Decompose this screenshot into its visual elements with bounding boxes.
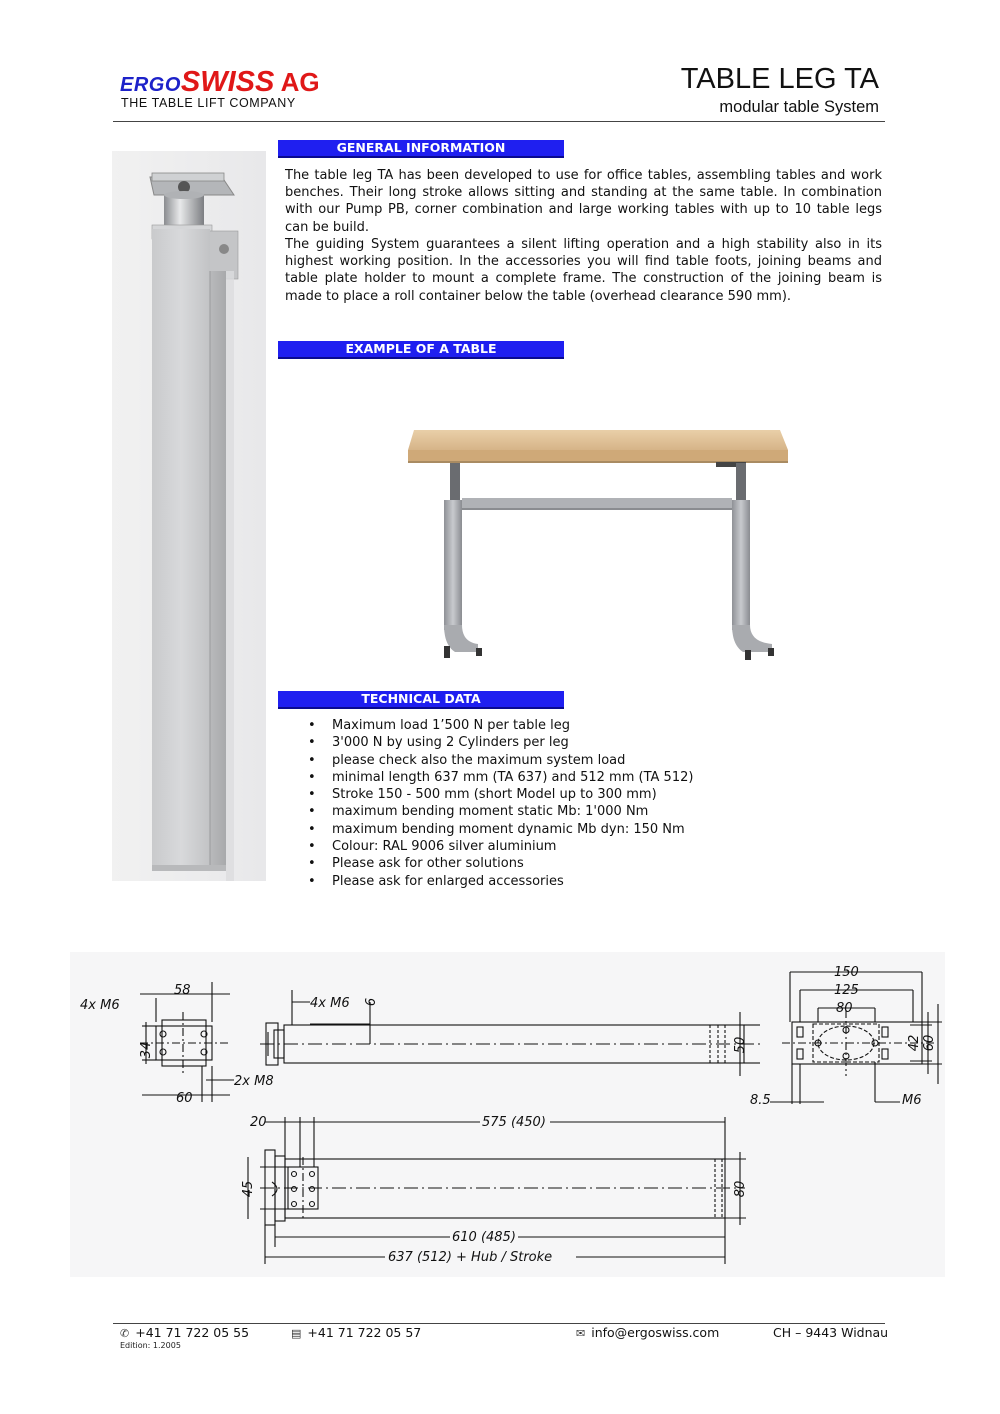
footer-fax	[291, 1325, 421, 1340]
list-item: • maximum bending moment dynamic Mb dyn: 150 Nm	[300, 821, 693, 838]
page-subtitle: modular table System	[719, 98, 879, 116]
dim-label: 4x M6	[80, 998, 120, 1013]
list-item: • Please ask for other solutions	[300, 855, 693, 872]
phone-icon: ✆	[120, 1327, 130, 1340]
general-paragraph-1: The table leg TA has been developed to use for office tables, assembling tables and work benches. Their long stroke allows sitting and standing at the same table. In combination with our Pump PB, corner combination and large working tables with up to 10 table legs can be build.	[285, 168, 882, 235]
page-title: TABLE LEG TA	[680, 63, 879, 95]
dim-label: 80	[836, 1001, 853, 1016]
list-item: • please check also the maximum system load	[300, 752, 693, 769]
email-address: info@ergoswiss.com	[591, 1325, 720, 1340]
dim-label: 58	[174, 983, 191, 998]
dim-label: 60	[922, 1034, 937, 1052]
brand-logo	[120, 66, 320, 99]
fax-icon: ▤	[291, 1327, 302, 1340]
list-item: • Colour: RAL 9006 silver aluminium	[300, 838, 693, 855]
list-item: • maximum bending moment static Mb: 1'000 Nm	[300, 803, 693, 820]
logo-swiss: SWISS	[180, 66, 275, 98]
email-icon: ✉	[576, 1327, 586, 1340]
dim-label: 637 (512) + Hub / Stroke	[388, 1250, 553, 1265]
fax-number: +41 71 722 05 57	[307, 1325, 422, 1340]
dim-label: 610 (485)	[452, 1230, 516, 1245]
dim-label: 34	[139, 1041, 154, 1059]
section-heading-example: EXAMPLE OF A TABLE	[278, 341, 564, 359]
logo-ag: AG	[274, 67, 320, 97]
dim-label: 8.5	[750, 1093, 771, 1108]
footer-divider	[113, 1323, 885, 1324]
dim-label: 20	[250, 1115, 267, 1130]
footer-email	[576, 1325, 719, 1340]
edition-note: Edition: 1.2005	[120, 1341, 181, 1350]
dim-label: 45	[241, 1180, 256, 1198]
list-item: • Stroke 150 - 500 mm (short Model up to 300 mm)	[300, 786, 693, 803]
phone-number: +41 71 722 05 55	[135, 1325, 250, 1340]
dim-label: 60	[176, 1091, 193, 1106]
footer-location: CH – 9443 Widnau	[773, 1325, 889, 1340]
list-item: • Please ask for enlarged accessories	[300, 873, 693, 890]
dim-label: M6	[902, 1093, 922, 1108]
footer-phone	[120, 1325, 249, 1340]
list-item: • minimal length 637 mm (TA 637) and 512 mm (TA 512)	[300, 769, 693, 786]
dim-label: 4x M6	[310, 996, 350, 1011]
logo-ergo: ERGO	[120, 74, 181, 96]
dim-label: 6	[364, 997, 379, 1007]
technical-data-list	[300, 717, 693, 890]
list-item: • Maximum load 1’500 N per table leg	[300, 717, 693, 734]
section-heading-technical: TECHNICAL DATA	[278, 691, 564, 709]
dim-label: 50	[733, 1036, 748, 1054]
header-divider	[113, 121, 885, 122]
dim-label: 125	[834, 983, 859, 998]
table-leg-photo	[112, 151, 266, 881]
dim-label: 80	[733, 1180, 748, 1198]
dim-label: 42	[907, 1034, 922, 1052]
list-item: • 3'000 N by using 2 Cylinders per leg	[300, 734, 693, 751]
dim-label: 575 (450)	[482, 1115, 546, 1130]
dim-label: 150	[834, 965, 859, 980]
company-tagline: THE TABLE LIFT COMPANY	[121, 96, 296, 110]
dim-label: 2x M8	[234, 1074, 274, 1089]
general-paragraph-2: The guiding System guarantees a silent lifting operation and a high stability also in its highest working position. In the accessories you will find table foots, joining beams and table plate holder to mount a complete frame. The construction of the joining beam is made to place a roll container below the table (overhead clearance 590 mm).	[285, 237, 882, 304]
section-heading-general: GENERAL INFORMATION	[278, 140, 564, 158]
example-table-image	[400, 420, 795, 665]
technical-drawing	[70, 952, 945, 1277]
